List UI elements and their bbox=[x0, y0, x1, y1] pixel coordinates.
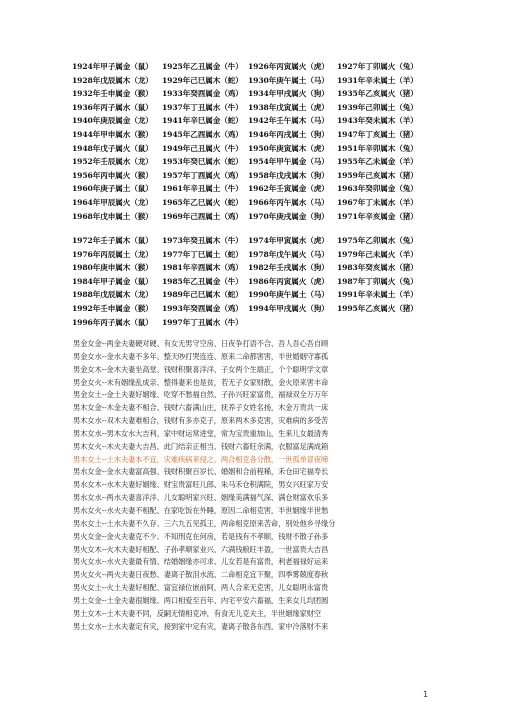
year-entry: 1970年庚戌属金（狗） bbox=[248, 211, 329, 221]
year-entry: 1972年壬子属木（鼠） bbox=[72, 236, 153, 245]
year-entry: 1926年丙寅属火（虎） bbox=[248, 62, 329, 71]
pairing-line: 男土女水--土水夫妻定有灾，接到家中定有灾，妻离子散各东西，家中冷落财不来 bbox=[73, 621, 329, 631]
year-entry: 1937年丁丑属水（牛） bbox=[162, 102, 243, 112]
year-entry: 1978年戊午属火（马） bbox=[248, 249, 329, 259]
year-entry: 1976年丙辰属土（龙） bbox=[72, 249, 153, 259]
year-entry: 1969年己酉属土（鸡） bbox=[162, 211, 243, 221]
year-row bbox=[72, 115, 472, 129]
year-entry: 1997年丁丑属水（牛） bbox=[162, 317, 243, 327]
year-row bbox=[72, 317, 472, 331]
year-row bbox=[72, 289, 472, 303]
year-entry: 1974年甲寅属水（虎） bbox=[248, 236, 329, 245]
pairing-line: 男火女水--水火夫妻最有情、结婚姻缘亦可求、儿女若是有富贵，利老福禄好运来 bbox=[73, 557, 329, 567]
year-entry: 1948年戊子属火（鼠） bbox=[72, 143, 153, 153]
year-entry: 1991年辛未属土（羊） bbox=[337, 290, 418, 300]
year-entry: 1957年丁酉属火（鸡） bbox=[162, 170, 243, 180]
year-row bbox=[72, 211, 472, 225]
year-row bbox=[72, 143, 472, 157]
year-entry: 1966年丙午属水（马） bbox=[248, 197, 329, 207]
year-entry: 1993年癸酉属金（鸡） bbox=[162, 303, 243, 313]
pairing-line: 男金女金--两金夫妻硬对硬、有女无男守空房、日夜争打语不合、吾人吾心吾自顾 bbox=[73, 339, 329, 348]
pairing-line: 男金女木--金木夫妻坐高堂、钱财积聚喜洋洋、子女两个生端正，个个聪明学文章 bbox=[73, 364, 329, 374]
year-entry: 1965年乙巳属火（蛇） bbox=[162, 197, 243, 207]
year-entry: 1982年壬戌属水（狗） bbox=[248, 263, 329, 273]
year-row bbox=[72, 129, 472, 143]
pairing-line: 男木女火--木火夫妻大吉昌、此门结亲正相当、钱财六畜旺余满，衣服富足满成箱 bbox=[73, 441, 329, 451]
pairing-line: 男木女水--双木夫妻难相合，钱财有多亦克子，原来两木多克害，灾难病的多受苦 bbox=[73, 416, 329, 426]
year-entry: 1959年己亥属木（猪） bbox=[337, 170, 418, 180]
year-entry: 1945年乙酉属水（鸡） bbox=[162, 129, 243, 139]
year-row bbox=[72, 170, 472, 184]
year-entry: 1986年丙寅属火（虎） bbox=[248, 276, 329, 286]
year-entry: 1988年戊辰属木（龙） bbox=[72, 290, 153, 300]
year-entry: 1931年辛未属土（羊） bbox=[337, 75, 418, 85]
year-entry: 1984年甲子属金（鼠） bbox=[72, 276, 153, 286]
year-entry: 1944年甲申属水（猴） bbox=[72, 129, 153, 139]
year-entry: 1942年壬午属木（马） bbox=[248, 116, 329, 126]
year-entry: 1953年癸巳属水（蛇） bbox=[162, 157, 243, 167]
year-entry: 1996年丙子属水（鼠） bbox=[72, 317, 153, 327]
pairing-list bbox=[73, 339, 433, 634]
year-entry: 1983年癸亥属水（猪） bbox=[337, 263, 418, 273]
year-entry: 1985年乙丑属金（牛） bbox=[162, 276, 243, 286]
year-entry: 1964年甲辰属火（龙） bbox=[72, 197, 153, 207]
year-entry: 1961年辛丑属土（牛） bbox=[162, 184, 243, 194]
year-entry: 1958年戊戌属木（狗） bbox=[248, 170, 329, 180]
year-entry: 1971年辛亥属金（猪） bbox=[337, 211, 418, 221]
year-entry: 1928年戊辰属木（龙） bbox=[72, 75, 153, 85]
year-entry: 1981年辛酉属木（鸡） bbox=[162, 263, 243, 273]
year-entry: 1929年己巳属木（蛇） bbox=[162, 75, 243, 85]
year-entry: 1947年丁亥属土（猪） bbox=[337, 129, 418, 139]
year-entry: 1925年乙丑属金（牛） bbox=[162, 62, 243, 71]
year-entry: 1943年癸未属木（羊） bbox=[337, 116, 418, 126]
year-row bbox=[72, 249, 472, 263]
pairing-line: 男金女土--金土夫妻好姻缘、吃穿不愁福自然、子孙兴旺家富贵，福禄双全万万年 bbox=[73, 390, 329, 400]
pairing-line: 男土女木--土木夫妻不同，反嗣无情相克冲，有食无儿克夫主，半世姻缘家财空 bbox=[73, 608, 321, 618]
year-entry: 1952年壬辰属水（龙） bbox=[72, 157, 153, 167]
pairing-line: 男火女木--火木夫妻好相配、子孙孝顺家业兴、六满钱粮旺丰盈，一世富贵大吉昌 bbox=[73, 544, 329, 554]
year-entry: 1962年壬寅属金（虎） bbox=[248, 184, 329, 194]
year-table-1 bbox=[72, 61, 472, 224]
year-entry: 1989年己巳属木（蛇） bbox=[162, 290, 243, 300]
year-entry: 1935年乙亥属火（猪） bbox=[337, 89, 418, 99]
year-entry: 1995年乙亥属火（猪） bbox=[337, 303, 418, 313]
pairing-line: 男金女火--未有姻缘乱成亲、整得妻来也是贫，若无子女家财散，金火原来害丰命 bbox=[73, 377, 329, 387]
year-entry: 1987年丁卯属火（兔） bbox=[337, 276, 418, 286]
year-row bbox=[72, 102, 472, 116]
year-entry: 1936年丙子属水（鼠） bbox=[72, 102, 153, 112]
year-entry: 1979年己未属火（羊） bbox=[337, 249, 418, 259]
pairing-line: 男火女火--两火夫妻日夜愁、妻离子散泪水流、二命相克宜下聚，四季雾兢度春秋 bbox=[73, 570, 329, 580]
year-entry: 1949年己丑属火（牛） bbox=[162, 143, 243, 153]
pairing-line-highlighted: 男木女土--土木夫妻本不宜，灾难疾病来侵之，两合相克各分散，一世孤单冒夜啼 bbox=[73, 454, 329, 464]
year-entry: 1968年戊申属土（猴） bbox=[72, 211, 153, 221]
pairing-line: 男火女土--火土夫妻好相配、富宜禄位嵌前阿，两人合来无克害，儿女聪明永富贵 bbox=[73, 583, 329, 593]
year-entry: 1960年庚子属土（鼠） bbox=[72, 184, 153, 194]
page-number: 1 bbox=[423, 690, 429, 699]
year-entry: 1990年庚午属土（马） bbox=[248, 290, 329, 300]
year-entry: 1992年壬申属金（猴） bbox=[72, 303, 153, 313]
pairing-line: 男金女水--金水夫妻不多年、整天吵打哭连连、原来二命都害害，半世婚姻守寡孤 bbox=[73, 351, 329, 361]
pairing-line: 男水女水--两水夫妻喜洋洋、儿女聪明家兴旺、姻缘美满福气深、满仓财富欢乐多 bbox=[73, 493, 329, 503]
pairing-line: 男水女火--水火夫妻不相配、在家吃饭在外睡，原因二命相克害，半世姻缘半世愁 bbox=[73, 505, 329, 515]
year-row bbox=[72, 235, 472, 249]
year-entry: 1975年乙卯属水（兔） bbox=[337, 236, 418, 245]
year-entry: 1939年己卯属土（兔） bbox=[337, 102, 418, 112]
year-row bbox=[72, 262, 472, 276]
pairing-line: 男土女金--土金夫妻很姻缘、两口相爱至百年、内宅平安六畜福，生来女儿均团圆 bbox=[73, 595, 329, 605]
year-entry: 1973年癸丑属木（牛） bbox=[162, 236, 243, 245]
year-row bbox=[72, 75, 472, 89]
year-entry: 1950年庚寅属木（虎） bbox=[248, 143, 329, 153]
year-row bbox=[72, 156, 472, 170]
year-entry: 1934年甲戌属火（狗） bbox=[248, 89, 329, 99]
year-entry: 1933年癸酉属金（鸡） bbox=[162, 89, 243, 99]
year-row bbox=[72, 276, 472, 290]
pairing-line: 男水女金--金水夫妻富高强、钱财积聚百岁长、婚姻和合前程稀，禾仓田宅福寿长 bbox=[73, 467, 329, 477]
pairing-line: 男木女金--木金夫妻不相合、钱财六畜满山庄，抚养子女姓名扬，木金万贵共一床 bbox=[73, 403, 329, 413]
pairing-line: 男火女金--金火夫妻克不少、不知刑克在何房，若是钱有不孝顺，钱财不散子孙多 bbox=[73, 531, 329, 541]
year-row bbox=[72, 183, 472, 197]
year-entry: 1956年丙申属火（猴） bbox=[72, 170, 153, 180]
year-row bbox=[72, 303, 472, 317]
year-entry: 1927年丁卯属火（兔） bbox=[337, 62, 418, 71]
year-entry: 1963年癸卯属金（兔） bbox=[337, 184, 418, 194]
year-row bbox=[72, 197, 472, 211]
year-entry: 1930年庚午属土（马） bbox=[248, 75, 329, 85]
pairing-line: 男木女水--男木女水大吉利、家中财运常进堂，常为宝贵重加山，生来儿女最清秀 bbox=[73, 428, 329, 438]
year-entry: 1938年戊寅属土（虎） bbox=[248, 102, 329, 112]
year-entry: 1994年甲戌属火（狗） bbox=[248, 303, 329, 313]
pairing-line: 男水女土--土水夫妻不久存、三六九五见孤王，两命相克原来苦命，别处他乡寻缘分 bbox=[73, 518, 336, 528]
year-entry: 1954年甲午属金（马） bbox=[248, 157, 329, 167]
year-entry: 1967年丁未属水（羊） bbox=[337, 197, 418, 207]
year-row bbox=[72, 88, 472, 102]
year-entry: 1946年丙戌属土（狗） bbox=[248, 129, 329, 139]
year-entry: 1977年丁巳属土（蛇） bbox=[162, 249, 243, 259]
year-row bbox=[72, 61, 472, 75]
pairing-line: 男水女木--水木夫妻好姻缘、财宝贵富旺儿郎、朱马禾仓积满院，男女兴旺家万安 bbox=[73, 480, 329, 490]
year-entry: 1924年甲子属金（鼠） bbox=[72, 62, 153, 71]
year-entry: 1940年庚辰属金（龙） bbox=[72, 116, 153, 126]
year-table-2 bbox=[72, 235, 472, 330]
year-entry: 1980年庚申属木（猴） bbox=[72, 263, 153, 273]
year-entry: 1951年辛卯属木（兔） bbox=[337, 143, 418, 153]
year-entry: 1955年乙未属金（羊） bbox=[337, 157, 418, 167]
year-entry: 1932年壬申属金（猴） bbox=[72, 89, 153, 99]
year-entry: 1941年辛巳属金（蛇） bbox=[162, 116, 243, 126]
